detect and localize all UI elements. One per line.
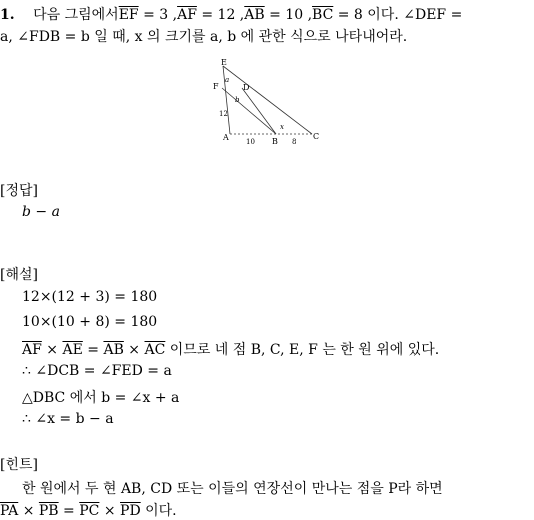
seg-pb: $\overline{PB}$	[38, 503, 59, 519]
problem-text-5: = 8 이다. ∠DEF =	[333, 7, 463, 23]
hint-formula: $\overline{PA} \times \overline{PB} = \overline{PC} \times \overline{PD}$ 이다.	[0, 503, 177, 519]
solution-eq1: 12×(12 + 3) = 180	[22, 289, 158, 305]
label-f: F	[213, 82, 219, 91]
label-c: C	[313, 132, 320, 141]
segment-ef: $\overline{EF}$	[118, 7, 139, 23]
line-fb	[222, 88, 276, 134]
label-angle-b: b	[235, 96, 240, 104]
problem-line-2: a, ∠FDB = b 일 때, x 의 크기를 a, b 에 관한 식으로 나타내어라.	[0, 29, 408, 45]
seg-af: $\overline{AF}$	[22, 342, 42, 358]
seg-pa: $\overline{PA}$	[0, 503, 19, 519]
solution-eq4: ∴ ∠DCB = ∠FED = a	[22, 363, 172, 379]
label-ab-length: 10	[246, 138, 255, 146]
solution-eq3: $\overline{AF} \times \overline{AE} = \overline{AB} \times \overline{AC}$ 이므로 네 점 B, C, E, F 는 한 원 위에 있다.	[22, 342, 440, 358]
label-e: E	[221, 58, 227, 67]
seg-pd: $\overline{PD}$	[120, 503, 141, 519]
label-angle-x: x	[280, 123, 284, 131]
problem-text-4: = 10 ,	[264, 7, 313, 23]
solution-eq6: ∴ ∠x = b − a	[22, 411, 114, 427]
segment-af: $\overline{AF}$	[177, 7, 197, 23]
seg-ab: $\overline{AB}$	[103, 342, 124, 358]
problem-number: 1.	[0, 7, 15, 23]
segment-bc: $\overline{BC}$	[312, 7, 334, 23]
solution-eq2: 10×(10 + 8) = 180	[22, 314, 158, 330]
segment-ab: $\overline{AB}$	[244, 7, 265, 23]
label-b: B	[272, 137, 278, 146]
problem-line-1	[0, 4, 462, 24]
seg-pc: $\overline{PC}$	[79, 503, 100, 519]
hint-text: 한 원에서 두 현 AB, CD 또는 이들의 연장선이 만나는 점을 P라 하면	[22, 481, 443, 497]
problem-text-3: = 12 ,	[196, 7, 245, 23]
solution-eq3-tail: 이므로 네 점 B, C, E, F 는 한 원 위에 있다.	[165, 342, 440, 358]
solution-eq5: △DBC 에서 b = ∠x + a	[22, 390, 180, 406]
problem-text-1: 다음 그림에서	[33, 7, 119, 23]
answer-value: b − a	[22, 204, 60, 220]
label-angle-a: a	[225, 76, 230, 84]
hint-header: [힌트]	[0, 457, 38, 473]
solution-header: [해설]	[0, 267, 38, 283]
geometry-figure	[208, 58, 328, 148]
hint-tail: 이다.	[140, 503, 177, 519]
seg-ac: $\overline{AC}$	[144, 342, 166, 358]
label-d: D	[243, 83, 250, 92]
label-a: A	[223, 133, 229, 142]
answer-header: [정답]	[0, 183, 38, 199]
problem-text-2: = 3 ,	[138, 7, 178, 23]
label-af-length: 12	[219, 110, 228, 118]
seg-ae: $\overline{AE}$	[62, 342, 83, 358]
line-db	[242, 88, 276, 134]
label-bc-length: 8	[292, 138, 297, 146]
